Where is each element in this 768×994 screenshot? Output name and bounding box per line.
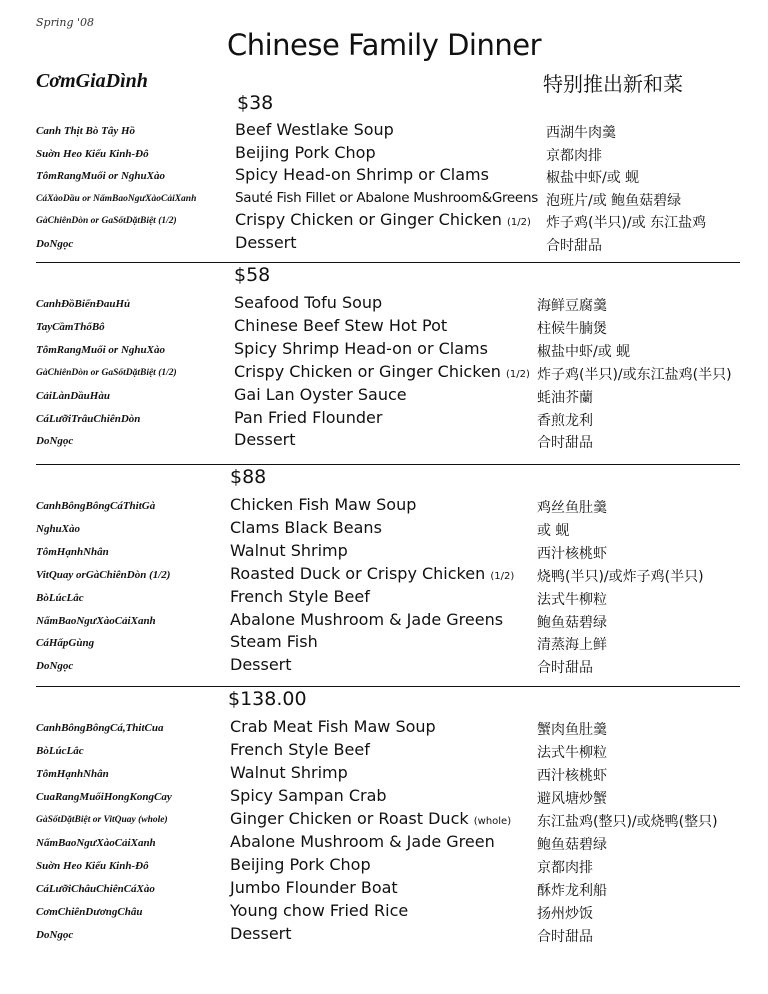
menu-item xyxy=(0,188,768,211)
item-english-name xyxy=(230,924,292,943)
item-english-label: Steam Fish xyxy=(230,632,318,652)
item-english-name xyxy=(230,541,348,560)
item-chinese-name: 鸡丝鱼肚羹 xyxy=(537,500,607,516)
item-english-name xyxy=(234,339,488,358)
item-english-name xyxy=(230,717,436,736)
item-english-label: Roasted Duck or Crispy Chicken xyxy=(230,563,486,583)
item-english-label: Chinese Beef Stew Hot Pot xyxy=(234,315,448,335)
item-chinese-name: 合时甜品 xyxy=(537,435,593,452)
menu-item xyxy=(0,763,768,786)
item-vietnamese-name: CanhĐồBiểnĐauHủ xyxy=(36,298,131,310)
item-vietnamese-name: GàChiênDòn or GaSốtDặtBiệt (1/2) xyxy=(36,367,177,378)
item-chinese-name: 鲍鱼菇碧绿 xyxy=(537,837,607,853)
item-english-label: Walnut Shrimp xyxy=(230,763,348,782)
item-chinese-name: 避风塘炒蟹 xyxy=(537,791,607,807)
item-english-name xyxy=(230,587,370,606)
item-vietnamese-name: TômRangMuối or NghuXào xyxy=(36,343,165,356)
item-english-name xyxy=(230,740,370,759)
item-english-name xyxy=(230,655,292,674)
item-english-name xyxy=(230,855,371,874)
menu-item xyxy=(0,655,768,678)
menu-item xyxy=(0,143,768,166)
section-price: $58 xyxy=(234,264,271,286)
item-english-name xyxy=(234,408,382,427)
item-vietnamese-name: CáLưỡiTrâuChiênDòn xyxy=(36,412,141,425)
item-chinese-name: 合时甜品 xyxy=(537,929,593,945)
item-english-label: Crab Meat Fish Maw Soup xyxy=(230,717,436,736)
item-chinese-name: 西湖牛肉羹 xyxy=(546,125,616,141)
menu-item xyxy=(0,564,768,587)
item-chinese-name: 酥炸龙利船 xyxy=(537,883,607,899)
item-english-label: Beijing Pork Chop xyxy=(230,855,371,874)
menu-item xyxy=(0,233,768,256)
item-chinese-name: 蟹肉鱼肚羹 xyxy=(537,722,607,738)
item-english-label: Spicy Shrimp Head-on or Clams xyxy=(234,338,488,358)
item-chinese-name: 鲍鱼菇碧绿 xyxy=(537,614,607,631)
item-english-label: Seafood Tofu Soup xyxy=(234,293,383,312)
item-vietnamese-name: BòLúcLắc xyxy=(36,745,84,757)
menu-item xyxy=(0,855,768,878)
menu-item xyxy=(0,408,768,431)
item-chinese-name: 蚝油芥蘭 xyxy=(537,389,593,406)
item-vietnamese-name: CơmChiênDươngChâu xyxy=(36,906,143,918)
item-chinese-name: 合时甜品 xyxy=(546,238,602,254)
item-english-name xyxy=(234,316,447,335)
item-chinese-name: 合时甜品 xyxy=(537,660,593,677)
item-english-name xyxy=(230,518,382,537)
menu-item xyxy=(0,924,768,947)
menu-item xyxy=(0,717,768,740)
menu-item xyxy=(0,786,768,809)
item-vietnamese-name: DoNgọc xyxy=(36,660,74,673)
item-vietnamese-name: TômHạnhNhân xyxy=(36,768,109,780)
item-chinese-name: 京都肉排 xyxy=(546,147,602,164)
item-english-label: Chicken Fish Maw Soup xyxy=(230,495,417,514)
item-english-label: Dessert xyxy=(234,430,296,450)
item-english-label: Dessert xyxy=(230,924,292,943)
item-vietnamese-name: TômRangMuối or NghuXào xyxy=(36,170,165,183)
chinese-heading: 特别推出新和菜 xyxy=(543,72,683,96)
menu-item xyxy=(0,210,768,233)
item-portion-note: (whole) xyxy=(473,816,512,827)
item-english-label: Abalone Mushroom & Jade Green xyxy=(230,832,495,851)
item-english-name xyxy=(234,385,407,404)
item-portion-note: (1/2) xyxy=(507,217,531,229)
item-chinese-name: 清蒸海上鲜 xyxy=(537,637,607,654)
item-vietnamese-name: CáLưỡiChâuChiênCáXào xyxy=(36,883,155,895)
item-vietnamese-name: DoNgọc xyxy=(36,435,74,448)
item-english-label: Beijing Pork Chop xyxy=(235,142,376,162)
menu-item xyxy=(0,740,768,763)
item-vietnamese-name: NấmBaoNgưXàoCảiXanh xyxy=(36,837,156,849)
item-vietnamese-name: GàChiênDòn or GaSốtDặtBiệt (1/2) xyxy=(36,216,177,227)
item-portion-note: (1/2) xyxy=(490,570,515,582)
menu-item xyxy=(0,518,768,541)
item-english-label: Gai Lan Oyster Sauce xyxy=(234,384,407,404)
item-vietnamese-name: CanhBôngBôngCáThitGà xyxy=(36,500,156,512)
menu-item xyxy=(0,165,768,188)
item-english-name xyxy=(235,210,531,229)
menu-item xyxy=(0,587,768,610)
menu-item xyxy=(0,293,768,316)
menu-item xyxy=(0,385,768,408)
menu-item xyxy=(0,120,768,143)
item-chinese-name: 海鲜豆腐羹 xyxy=(537,298,607,314)
menu-item xyxy=(0,430,768,453)
item-english-name xyxy=(235,233,297,252)
section-divider xyxy=(36,262,740,263)
item-chinese-name: 西汁核桃虾 xyxy=(537,545,607,562)
item-chinese-name: 扬州炒饭 xyxy=(537,906,593,922)
item-vietnamese-name: TômHạnhNhân xyxy=(36,545,109,558)
item-vietnamese-name: Suờn Heo Kiểu Kinh-Đô xyxy=(36,860,149,872)
item-english-name xyxy=(234,362,530,381)
item-portion-note: (1/2) xyxy=(506,368,530,380)
item-english-name xyxy=(230,632,318,651)
item-english-label: Pan Fried Flounder xyxy=(234,407,383,427)
menu-item xyxy=(0,610,768,633)
menu-title: Chinese Family Dinner xyxy=(226,28,542,62)
item-chinese-name: 京都肉排 xyxy=(537,860,593,876)
item-english-label: Young chow Fried Rice xyxy=(230,901,409,920)
item-vietnamese-name: DoNgọc xyxy=(36,929,74,941)
item-chinese-name: 椒盐中虾/或 蚬 xyxy=(546,170,640,187)
menu-item xyxy=(0,339,768,362)
menu-item xyxy=(0,495,768,518)
item-english-name xyxy=(230,832,495,851)
item-english-label: Ginger Chicken or Roast Duck xyxy=(230,809,469,828)
item-english-name xyxy=(230,564,514,583)
menu-item xyxy=(0,362,768,385)
item-english-name xyxy=(230,878,398,897)
item-english-name xyxy=(230,495,416,514)
item-vietnamese-name: CáHấpGùng xyxy=(36,637,95,650)
item-vietnamese-name: NấmBaoNgưXàoCảiXanh xyxy=(36,614,156,627)
item-chinese-name: 香煎龙利 xyxy=(537,412,593,429)
item-english-label: Spicy Head-on Shrimp or Clams xyxy=(235,165,489,185)
item-english-label: Dessert xyxy=(235,233,297,252)
item-vietnamese-name: BòLúcLắc xyxy=(36,591,84,604)
item-english-name xyxy=(235,190,538,206)
item-vietnamese-name: DoNgọc xyxy=(36,238,74,250)
item-english-label: Dessert xyxy=(230,655,292,675)
item-english-label: Spicy Sampan Crab xyxy=(230,786,387,805)
item-chinese-name: 东江盐鸡(整只)/或烧鸭(整只) xyxy=(537,814,718,830)
menu-item xyxy=(0,316,768,339)
item-english-label: Beef Westlake Soup xyxy=(235,120,394,139)
item-vietnamese-name: CáXàoDầu or NấmBaoNgưXàoCảiXanh xyxy=(36,193,197,204)
item-vietnamese-name: NghuXào xyxy=(36,522,81,535)
item-english-name xyxy=(230,809,511,828)
item-vietnamese-name: Suờn Heo Kiểu Kinh-Đô xyxy=(36,147,149,160)
item-english-label: French Style Beef xyxy=(230,740,370,759)
item-english-label: French Style Beef xyxy=(230,586,370,606)
menu-item xyxy=(0,832,768,855)
item-vietnamese-name: CảiLànDầuHàu xyxy=(36,389,110,402)
item-vietnamese-name: CuaRangMuốiHongKongCay xyxy=(36,791,172,803)
item-english-name xyxy=(230,786,387,805)
menu-item xyxy=(0,632,768,655)
menu-item xyxy=(0,541,768,564)
item-chinese-name: 或 蚬 xyxy=(537,522,570,539)
section-price: $88 xyxy=(230,466,267,488)
item-english-name xyxy=(235,143,376,162)
section-price: $38 xyxy=(237,92,274,114)
item-chinese-name: 烧鸭(半只)/或炸子鸡(半只) xyxy=(537,568,704,585)
item-english-label: Jumbo Flounder Boat xyxy=(230,878,398,897)
item-chinese-name: 西汁核桃虾 xyxy=(537,768,607,784)
item-english-label: Clams Black Beans xyxy=(230,517,382,537)
menu-item xyxy=(0,878,768,901)
item-english-name xyxy=(235,120,394,139)
item-english-label: Walnut Shrimp xyxy=(230,540,348,560)
section-price: $138.00 xyxy=(228,688,307,710)
item-chinese-name: 炸子鸡(半只)/或 东江盐鸡 xyxy=(546,215,707,232)
item-chinese-name: 炸子鸡(半只)/或东江盐鸡(半只) xyxy=(537,366,732,383)
item-english-name xyxy=(230,901,408,920)
item-english-label: Sauté Fish Fillet or Abalone Mushroom&Greens xyxy=(235,189,538,206)
item-english-name xyxy=(235,165,489,184)
item-chinese-name: 椒盐中虾/或 蚬 xyxy=(537,343,631,360)
item-english-name xyxy=(230,763,348,782)
item-chinese-name: 柱候牛腩煲 xyxy=(537,320,607,337)
item-english-name xyxy=(230,610,503,629)
season-tag: Spring '08 xyxy=(36,16,94,29)
section-divider xyxy=(36,464,740,465)
item-chinese-name: 法式牛柳粒 xyxy=(537,745,607,761)
item-english-name xyxy=(234,430,296,449)
item-english-label: Crispy Chicken or Ginger Chicken xyxy=(235,210,502,230)
item-english-name xyxy=(234,293,382,312)
menu-item xyxy=(0,809,768,832)
item-chinese-name: 泡班片/或 鲍鱼菇碧绿 xyxy=(546,192,682,209)
item-english-label: Abalone Mushroom & Jade Greens xyxy=(230,609,504,629)
item-vietnamese-name: TayCầmThốBô xyxy=(36,320,105,333)
vietnamese-heading: CơmGiaDình xyxy=(36,70,148,92)
item-vietnamese-name: Canh Thịt Bò Tây Hồ xyxy=(36,125,136,137)
item-english-label: Crispy Chicken or Ginger Chicken xyxy=(234,361,501,381)
item-vietnamese-name: GàSốtDặtBiệt or VitQuay (whole) xyxy=(36,815,168,825)
item-vietnamese-name: CanhBôngBôngCá,ThitCua xyxy=(36,722,164,734)
item-vietnamese-name: VitQuay orGàChiênDòn (1/2) xyxy=(36,568,171,581)
menu-item xyxy=(0,901,768,924)
section-divider xyxy=(36,686,740,687)
item-chinese-name: 法式牛柳粒 xyxy=(537,591,607,608)
